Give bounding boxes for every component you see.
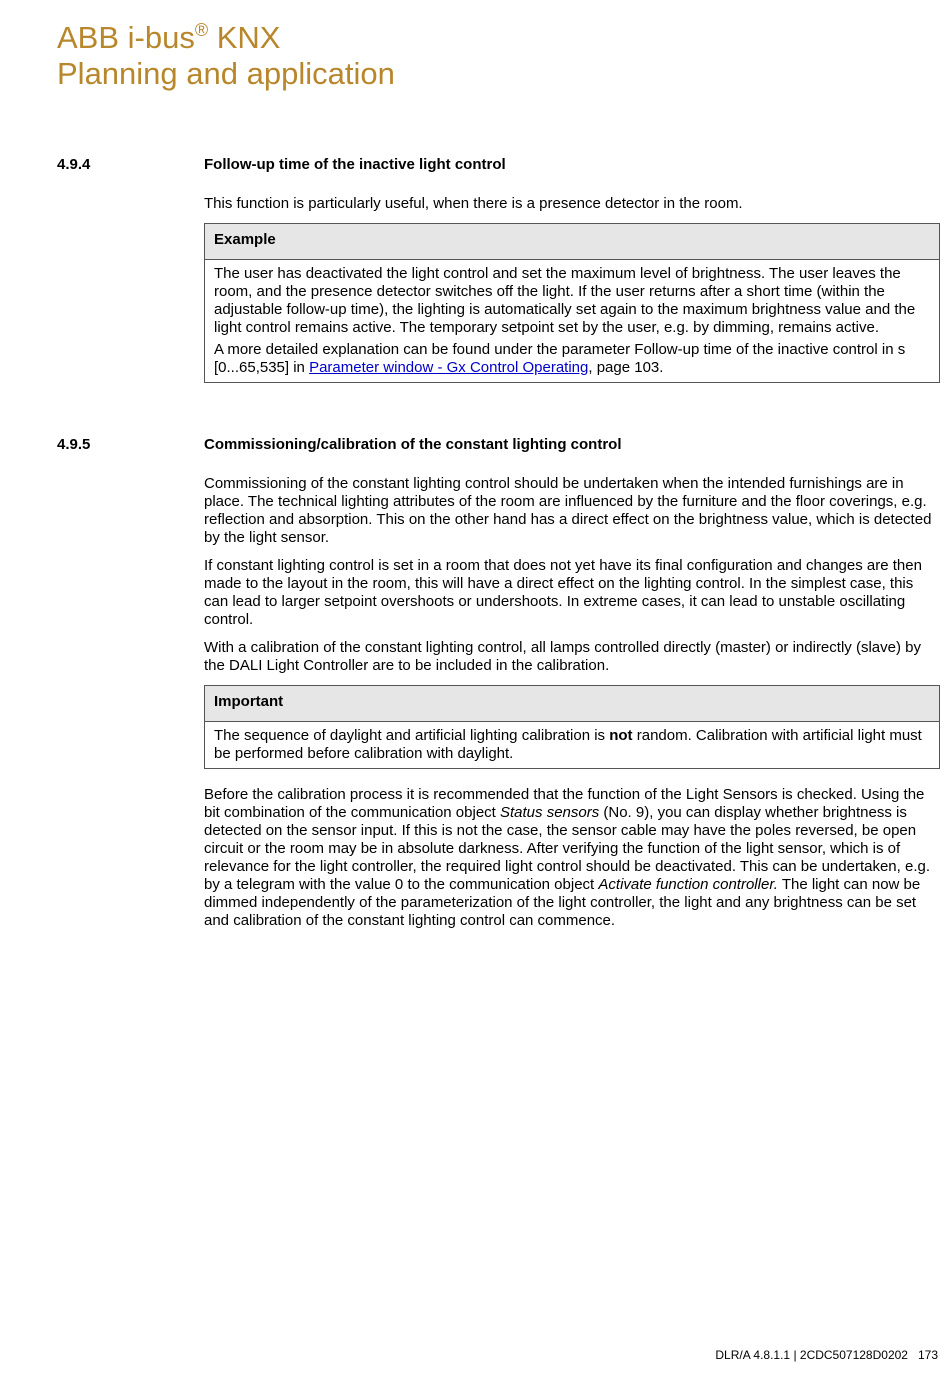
example-paragraph-1: The user has deactivated the light control and set the maximum level of brightness. The user leaves the room, and the presence detector switches off the light. If the user returns after a short time (within the adjustable follow-up time), the lighting is automatically set again to the maximum brightness value and the light control remains active. The temporary setpoint set by the user, e.g. by dimming, remains active. — [214, 265, 916, 336]
example-label: Example — [205, 224, 939, 260]
paragraph-commissioning: Commissioning of the constant lighting control should be undertaken when the intended furnishings are in place. The technical lighting attributes of the room are influenced by the furniture and the floor coverings, e.g. reflection and absorption. This on the other hand has a direct effect on the brightness value, which is detected by the light sensor. — [204, 475, 932, 546]
section-title-4-9-5: Commissioning/calibration of the constant lighting control — [204, 436, 622, 453]
page-footer: DLR/A 4.8.1.1 | 2CDC507128D0202 173 — [715, 1348, 938, 1362]
section-number-4-9-5: 4.9.5 — [57, 436, 91, 453]
registered-mark: ® — [194, 20, 209, 40]
important-box — [204, 685, 940, 769]
paragraph-before-calibration: Before the calibration process it is recommended that the function of the Light Sensors is checked. Using the bit combination of the communication object Status sensors (No. 9), you can display whether brightness is detected on the sensor input. If this is not the case, the sensor cable may have the poles reversed, be open circuit or the room may be in absolute darkness. After verifying the function of the light sensor, which is of relevance for the light controller, the required light control should be deactivated. This can be undertaken, e.g. by a telegram with the value 0 to the communication object Activate function controller. The light can now be dimmed independently of the parameterization of the light controller, the light and any brightness can be set and calibration of the constant lighting control can commence. — [204, 786, 931, 929]
section-number-4-9-4: 4.9.4 — [57, 156, 91, 173]
section-title-4-9-4: Follow-up time of the inactive light control — [204, 156, 506, 173]
example-box — [204, 223, 940, 383]
example-paragraph-2: A more detailed explanation can be found under the parameter Follow-up time of the inactive control in s [0...65,535] in Parameter window - Gx Control Operating, page 103. — [214, 341, 906, 376]
paragraph-calibration: With a calibration of the constant lighting control, all lamps controlled directly (master) or indirectly (slave) by the DALI Light Controller are to be included in the calibration. — [204, 639, 921, 674]
header-title: ABB i-bus® KNX — [57, 20, 281, 55]
header-subtitle: Planning and application — [57, 56, 395, 91]
document-header — [57, 12, 395, 92]
important-label: Important — [205, 686, 939, 722]
paragraph-layout-changes: If constant lighting control is set in a room that does not yet have its final configuration and changes are then made to the layout in the room, this will have a direct effect on the lighting control. In the simplest case, this can lead to larger setpoint overshoots or undershoots. In extreme cases, it can lead to unstable oscillating control. — [204, 557, 922, 628]
section-intro: This function is particularly useful, when there is a presence detector in the room. — [204, 195, 743, 212]
important-text: The sequence of daylight and artificial lighting calibration is not random. Calibration with artificial light must be performed before calibration with daylight. — [214, 727, 922, 762]
parameter-window-link[interactable]: Parameter window - Gx Control Operating — [309, 359, 589, 376]
